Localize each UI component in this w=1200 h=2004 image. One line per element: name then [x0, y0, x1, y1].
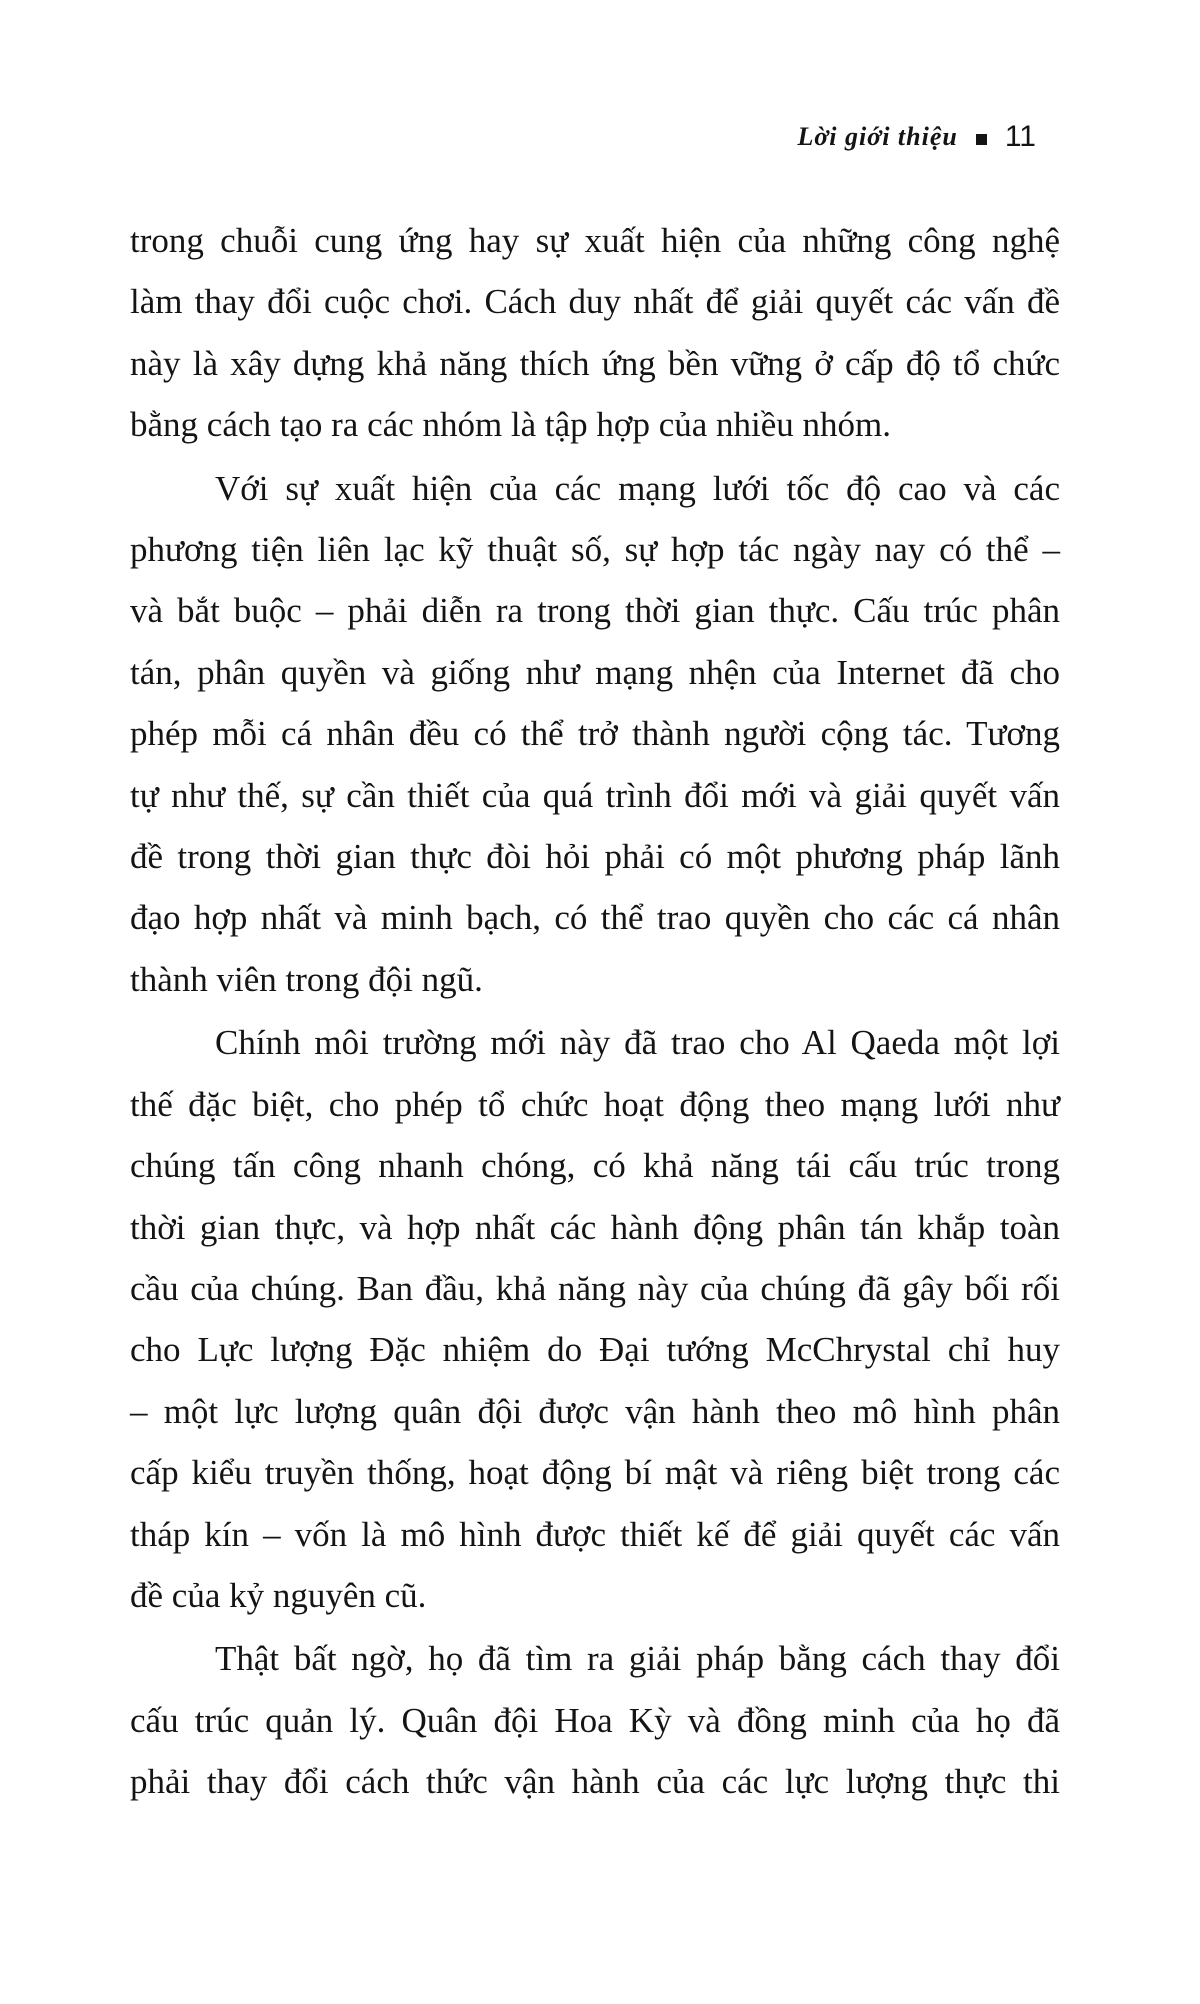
text-line: thành viên trong đội ngũ. [130, 959, 483, 999]
page-number: 11 [1004, 120, 1036, 153]
text-line: phương tiện liên lạc kỹ thuật số, sự hợp tác ngày nay có thể – [130, 530, 1060, 570]
body-text [130, 210, 1060, 1813]
text-line: phép mỗi cá nhân đều có thể trở thành người cộng tác. Tương [130, 714, 1060, 754]
running-header [797, 120, 1036, 154]
text-line: Chính môi trường mới này đã trao cho Al Qaeda một lợi [215, 1023, 1060, 1063]
text-line: Thật bất ngờ, họ đã tìm ra giải pháp bằng cách thay đổi [215, 1639, 1060, 1679]
paragraph-4 [130, 1628, 1060, 1812]
text-line: phải thay đổi cách thức vận hành của các lực lượng thực thi [130, 1762, 1060, 1802]
text-line: tự như thế, sự cần thiết của quá trình đổi mới và giải quyết vấn [130, 775, 1060, 815]
text-line: bằng cách tạo ra các nhóm là tập hợp của nhiều nhóm. [130, 405, 891, 445]
header-bullet-icon [976, 134, 987, 145]
text-line: trong chuỗi cung ứng hay sự xuất hiện của những công nghệ [130, 221, 1060, 260]
text-line: tháp kín – vốn là mô hình được thiết kế để giải quyết các vấn [130, 1514, 1060, 1554]
text-line: đề trong thời gian thực đòi hỏi phải có một phương pháp lãnh [130, 837, 1060, 877]
text-line: đề của kỷ nguyên cũ. [130, 1575, 427, 1615]
section-title: Lời giới thiệu [797, 122, 958, 151]
text-line: cấu trúc quản lý. Quân đội Hoa Kỳ và đồng minh của họ đã [130, 1700, 1060, 1740]
text-line: thời gian thực, và hợp nhất các hành động phân tán khắp toàn [130, 1207, 1060, 1247]
text-line: cầu của chúng. Ban đầu, khả năng này của chúng đã gây bối rối [130, 1268, 1060, 1308]
text-line: – một lực lượng quân đội được vận hành theo mô hình phân [130, 1391, 1060, 1431]
text-line: Với sự xuất hiện của các mạng lưới tốc độ cao và các [215, 468, 1060, 508]
text-line: cho Lực lượng Đặc nhiệm do Đại tướng McChrystal chỉ huy [130, 1330, 1060, 1370]
paragraph-3 [130, 1012, 1060, 1626]
paragraph-2 [130, 458, 1060, 1011]
text-line: thế đặc biệt, cho phép tổ chức hoạt động theo mạng lưới như [130, 1084, 1060, 1124]
text-line: và bắt buộc – phải diễn ra trong thời gian thực. Cấu trúc phân [130, 591, 1060, 631]
text-line: làm thay đổi cuộc chơi. Cách duy nhất để giải quyết các vấn đề [130, 282, 1060, 322]
text-line: này là xây dựng khả năng thích ứng bền vững ở cấp độ tổ chức [130, 343, 1060, 383]
paragraph-1 [130, 210, 1060, 456]
text-line: tán, phân quyền và giống như mạng nhện của Internet đã cho [130, 652, 1060, 692]
text-line: cấp kiểu truyền thống, hoạt động bí mật và riêng biệt trong các [130, 1453, 1060, 1493]
text-line: chúng tấn công nhanh chóng, có khả năng tái cấu trúc trong [130, 1146, 1060, 1186]
text-line: đạo hợp nhất và minh bạch, có thể trao quyền cho các cá nhân [130, 898, 1060, 938]
